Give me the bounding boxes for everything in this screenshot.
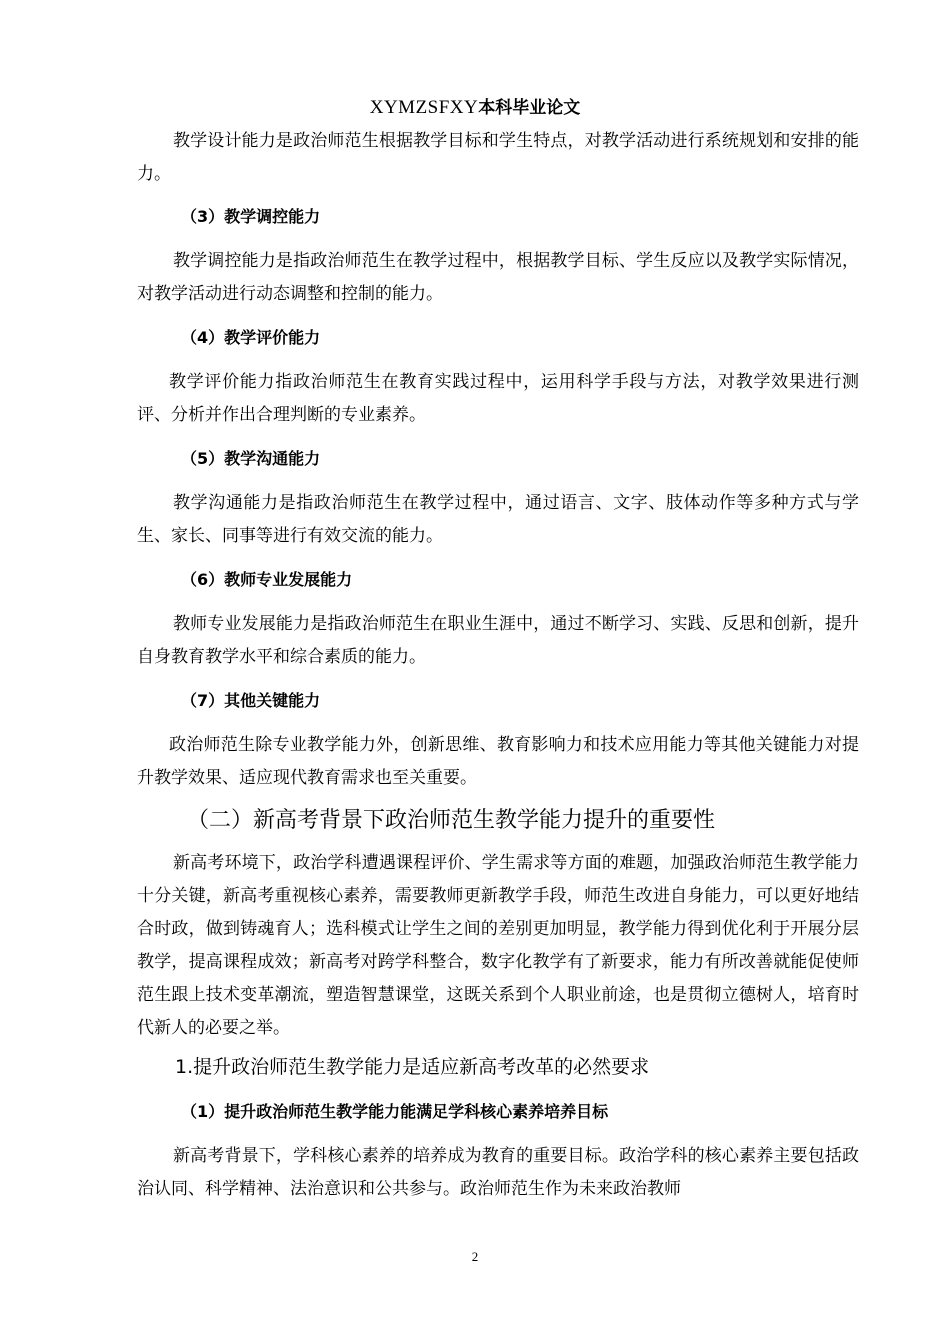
subheading-text: （7）其他关键能力	[181, 691, 321, 710]
page-number: 2	[471, 1249, 479, 1264]
subheading-text: （5）教学沟通能力	[181, 449, 321, 468]
paragraph-teaching-control	[137, 245, 859, 311]
subheading-text: （6）教师专业发展能力	[181, 570, 353, 589]
paragraph-text: 教师专业发展能力是指政治师范生在职业生涯中，通过不断学习、实践、反思和创新，提升自身教育教学水平和综合素质的能力。	[137, 614, 859, 667]
paragraph-text: 教学评价能力指政治师范生在教育实践过程中，运用科学手段与方法，对教学效果进行测评、分析并作出合理判断的专业素养。	[137, 372, 859, 425]
paragraph-professional-development	[137, 608, 859, 674]
subsection-title: 1.提升政治师范生教学能力是适应新高考改革的必然要求	[175, 1056, 650, 1078]
paragraph-text: 新高考背景下，学科核心素养的培养成为教育的重要目标。政治学科的核心素养主要包括政治认同、科学精神、法治意识和公共参与。政治师范生作为未来政治教师	[137, 1146, 859, 1199]
header-tag: XYMZSFXY	[369, 97, 479, 118]
section-title: （二）新高考背景下政治师范生教学能力提升的重要性	[187, 808, 716, 833]
heading-teaching-evaluation	[137, 327, 859, 349]
paragraph-other-key-abilities	[137, 729, 859, 795]
paragraph-core-literacy	[137, 1140, 859, 1206]
paragraph-text: 教学调控能力是指政治师范生在教学过程中，根据教学目标、学生反应以及教学实际情况，对教学活动进行动态调整和控制的能力。	[137, 251, 859, 304]
header-title: 本科毕业论文	[478, 98, 581, 118]
subheading-text: （4）教学评价能力	[181, 328, 321, 347]
heading-teaching-control	[137, 206, 859, 228]
heading-core-literacy	[137, 1101, 859, 1123]
paragraph-text: 教学沟通能力是指政治师范生在教学过程中，通过语言、文字、肢体动作等多种方式与学生、家长、同事等进行有效交流的能力。	[137, 493, 859, 546]
paragraph-teaching-design	[137, 125, 859, 191]
paragraph-teaching-evaluation	[137, 366, 859, 432]
paragraph-importance	[137, 847, 859, 1045]
paragraph-text: 政治师范生除专业教学能力外，创新思维、教育影响力和技术应用能力等其他关键能力对提升教学效果、适应现代教育需求也至关重要。	[137, 735, 859, 788]
page-header	[0, 96, 950, 120]
heading-teaching-communication	[137, 448, 859, 470]
paragraph-text: 教学设计能力是政治师范生根据教学目标和学生特点，对教学活动进行系统规划和安排的能力。	[137, 131, 859, 184]
heading-other-key-abilities	[137, 690, 859, 712]
subsection-heading-1	[137, 1054, 859, 1080]
heading-professional-development	[137, 569, 859, 591]
subheading-text: （3）教学调控能力	[181, 207, 321, 226]
subheading-text: （1）提升政治师范生教学能力能满足学科核心素养培养目标	[181, 1102, 609, 1121]
paragraph-text: 新高考环境下，政治学科遭遇课程评价、学生需求等方面的难题，加强政治师范生教学能力十分关键，新高考重视核心素养，需要教师更新教学手段，师范生改进自身能力，可以更好地结合时政，做到铸魂育人；选科模式让学生之间的差别更加明显，教学能力得到优化利于开展分层教学，提高课程成效；新高考对跨学科整合，数字化教学有了新要求，能力有所改善就能促使师范生跟上技术变革潮流，塑造智慧课堂，这既关系到个人职业前途，也是贯彻立德树人，培育时代新人的必要之举。	[137, 853, 859, 1038]
paragraph-teaching-communication	[137, 487, 859, 553]
section-heading-importance	[137, 806, 859, 836]
